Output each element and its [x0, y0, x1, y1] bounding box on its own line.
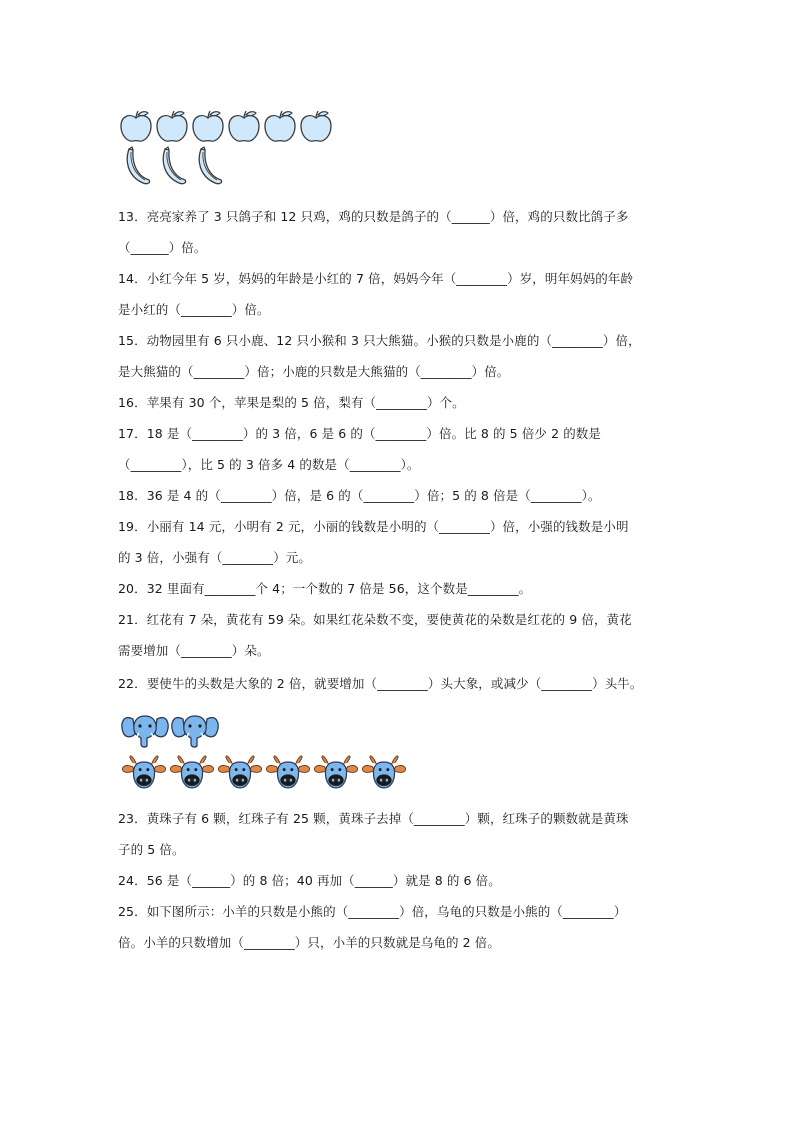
fruit-picture	[118, 108, 334, 186]
question-14-line-1: 14．小红今年 5 岁，妈妈的年龄是小红的 7 倍，妈妈今年（________）岁，明年妈妈的年龄	[118, 271, 634, 286]
question-23-line-1: 23．黄珠子有 6 颗，红珠子有 25 颗，黄珠子去掉（________）颗，红珠子的颗数就是黄珠	[118, 811, 629, 826]
question-25-line-1: 25．如下图所示：小羊的只数是小熊的（________）倍，乌龟的只数是小熊的（________）	[118, 904, 627, 919]
question-24-line-1: 24．56 是（______）的 8 倍；40 再加（______）就是 8 的 6 倍。	[118, 873, 501, 888]
question-25-line-2: 倍。小羊的只数增加（________）只，小羊的只数就是乌龟的 2 倍。	[118, 935, 501, 950]
apple-icon	[190, 108, 226, 146]
question-19-line-1: 19．小丽有 14 元，小明有 2 元，小丽的钱数是小明的（________）倍，小强的钱数是小明	[118, 519, 629, 534]
question-16-line-1: 16．苹果有 30 个，苹果是梨的 5 倍，梨有（________）个。	[118, 395, 465, 410]
apple-icon	[298, 108, 334, 146]
banana-icon	[120, 146, 156, 186]
cow-icon	[312, 755, 360, 790]
apple-icon	[154, 108, 190, 146]
banana-icon	[192, 146, 228, 186]
cow-row	[120, 755, 408, 790]
banana-icon	[156, 146, 192, 186]
question-15-line-1: 15．动物园里有 6 只小鹿、12 只小猴和 3 只大熊猫。小猴的只数是小鹿的（________）倍，	[118, 333, 641, 348]
apple-icon	[118, 108, 154, 146]
cow-icon	[120, 755, 168, 790]
question-13-line-2: （______）倍。	[118, 240, 207, 255]
question-23-line-2: 子的 5 倍。	[118, 842, 185, 857]
cow-icon	[360, 755, 408, 790]
question-14-line-2: 是小红的（________）倍。	[118, 302, 270, 317]
cow-icon	[168, 755, 216, 790]
question-20-line-1: 20．32 里面有________个 4；一个数的 7 倍是 56，这个数是________。	[118, 581, 532, 596]
question-17-line-2: （________），比 5 的 3 倍多 4 的数是（________）。	[118, 457, 420, 472]
banana-row	[120, 146, 334, 186]
question-17-line-1: 17．18 是（________）的 3 倍，6 是 6 的（________）倍。比 8 的 5 倍少 2 的数是	[118, 426, 602, 441]
apple-icon	[226, 108, 262, 146]
question-21-line-2: 需要增加（________）朵。	[118, 643, 270, 658]
question-21-line-1: 21．红花有 7 朵，黄花有 59 朵。如果红花朵数不变，要使黄花的朵数是红花的 9 倍，黄花	[118, 612, 632, 627]
apple-icon	[262, 108, 298, 146]
elephant-icon	[120, 711, 170, 749]
elephant-row	[120, 711, 408, 749]
cow-icon	[216, 755, 264, 790]
question-15-line-2: 是大熊猫的（________）倍；小鹿的只数是大熊猫的（________）倍。	[118, 364, 510, 379]
apple-row	[118, 108, 334, 146]
question-22-line-1: 22．要使牛的头数是大象的 2 倍，就要增加（________）头大象，或减少（________）头牛。	[118, 676, 643, 691]
cow-icon	[264, 755, 312, 790]
question-18-line-1: 18．36 是 4 的（________）倍，是 6 的（________）倍；5 的 8 倍是（________）。	[118, 488, 601, 503]
animal-picture	[120, 711, 408, 790]
elephant-icon	[170, 711, 220, 749]
question-13-line-1: 13．亮亮家养了 3 只鸽子和 12 只鸡，鸡的只数是鸽子的（______）倍，鸡的只数比鸽子多	[118, 209, 629, 224]
question-19-line-2: 的 3 倍，小强有（________）元。	[118, 550, 311, 565]
